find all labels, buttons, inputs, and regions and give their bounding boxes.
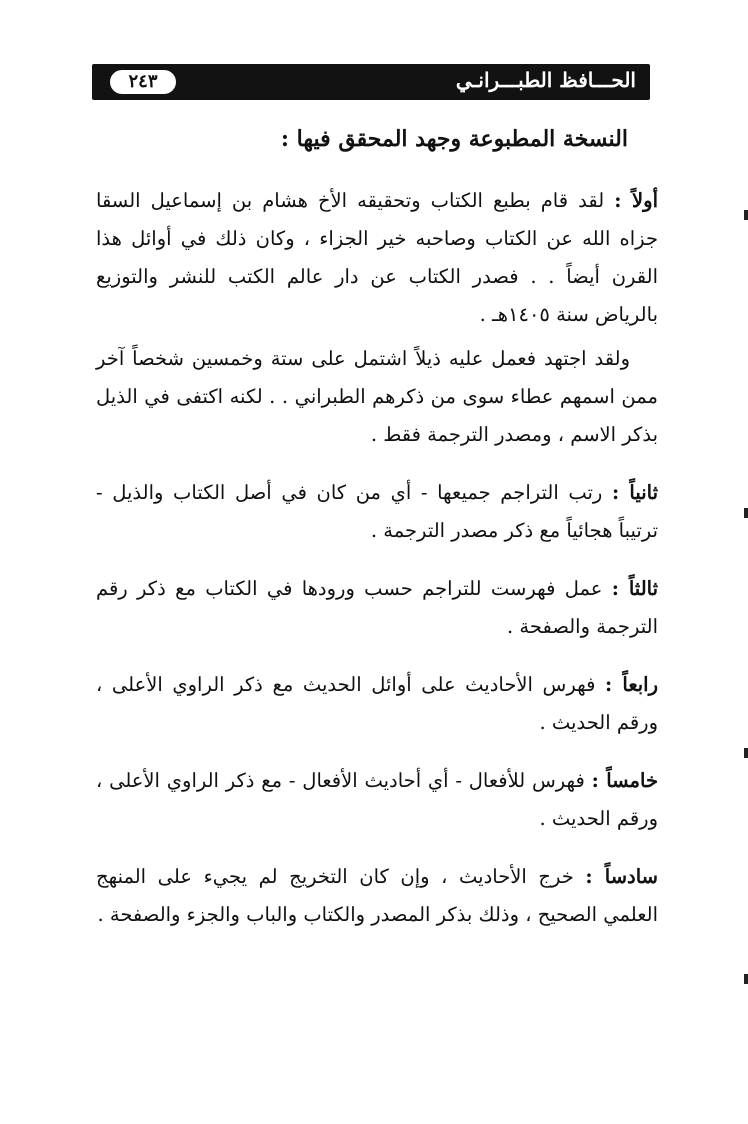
paragraph-text: ولقد اجتهد فعمل عليه ذيلاً اشتمل على ستة وخمسين شخصاً آخر ممن اسمهم عطاء سوى من ذكرهم الطبراني . . لكنه اكتفى في الذيل بذكر الاسم ، ومصدر الترجمة فقط . xyxy=(96,347,658,446)
paragraph-third xyxy=(96,570,658,646)
scan-edge-mark xyxy=(744,748,748,758)
paragraph-first xyxy=(96,182,658,334)
paragraph-text: فهرس الأحاديث على أوائل الحديث مع ذكر الراوي الأعلى ، ورقم الحديث . xyxy=(96,673,658,734)
paragraph-text: خرج الأحاديث ، وإن كان التخريج لم يجيء على المنهج العلمي الصحيح ، وذلك بذكر المصدر والكتاب والباب والجزء والصفحة . xyxy=(96,865,658,926)
paragraph-second xyxy=(96,474,658,550)
running-header xyxy=(92,64,650,100)
section-title: النسخة المطبوعة وجهد المحقق فيها : xyxy=(280,126,628,152)
paragraph-lead: أولاً : xyxy=(614,189,658,212)
page-body xyxy=(96,118,658,934)
paragraph-fifth xyxy=(96,762,658,838)
paragraph-lead: ثالثاً : xyxy=(611,577,659,600)
paragraph-fourth xyxy=(96,666,658,742)
paragraph-lead: ثانياً : xyxy=(611,481,658,504)
paragraph-text: فهرس للأفعال - أي أحاديث الأفعال - مع ذكر الراوي الأعلى ، ورقم الحديث . xyxy=(96,769,658,830)
paragraph-text: رتب التراجم جميعها - أي من كان في أصل الكتاب والذيل - ترتيباً هجائياً مع ذكر مصدر الترجمة . xyxy=(96,481,658,542)
running-title: الحـــافظ الطبـــرانـي xyxy=(455,68,636,92)
scan-edge-mark xyxy=(744,210,748,220)
paragraph-lead: رابعاً : xyxy=(605,673,658,696)
page-number: ٢٤٣ xyxy=(110,70,176,94)
paragraph-sixth xyxy=(96,858,658,934)
scan-edge-mark xyxy=(744,508,748,518)
paragraph-text: لقد قام بطبع الكتاب وتحقيقه الأخ هشام بن إسماعيل السقا جزاه الله عن الكتاب وصاحبه خير الجزاء ، وكان ذلك في أوائل هذا القرن أيضاً . . فصدر الكتاب عن دار عالم الكتب للنشر والتوزيع بالرياض سنة ١٤٠٥هـ . xyxy=(96,189,658,326)
paragraph-lead: سادساً : xyxy=(585,865,659,888)
paragraph-lead: خامساً : xyxy=(591,769,658,792)
paragraph-text: عمل فهرست للتراجم حسب ورودها في الكتاب مع ذكر رقم الترجمة والصفحة . xyxy=(96,577,658,638)
scan-edge-mark xyxy=(744,974,748,984)
paragraph-appendix-note xyxy=(96,340,658,454)
